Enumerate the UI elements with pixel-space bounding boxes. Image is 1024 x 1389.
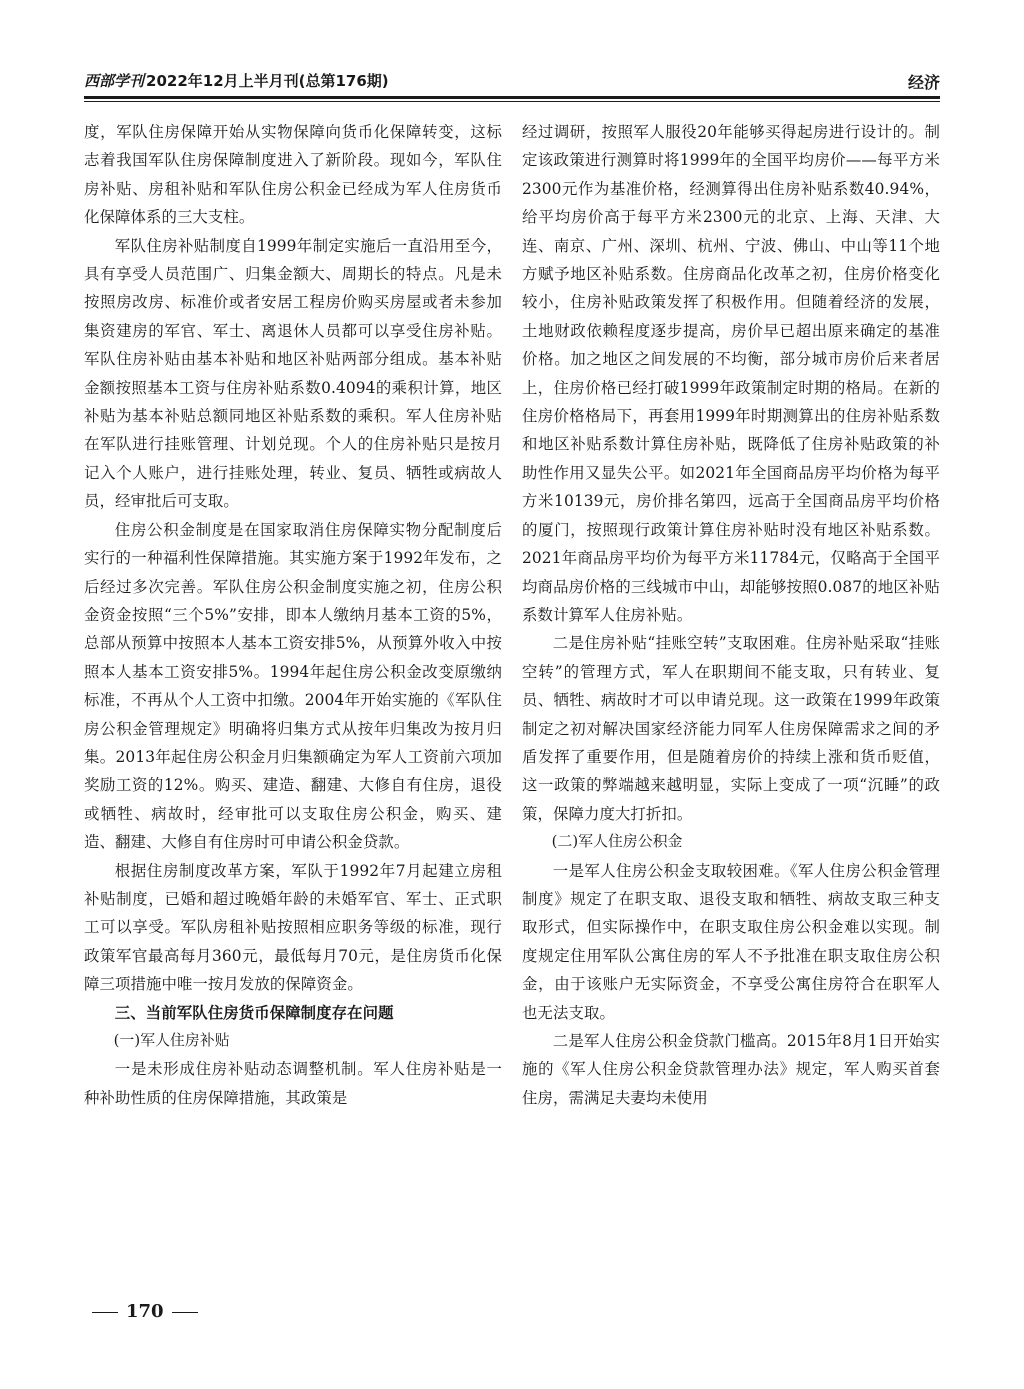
subsection-heading: (二)军人住房公积金 [551,833,683,851]
paragraph: 度，军队住房保障开始从实物保障向货币化保障转变，这标志着我国军队住房保障制度进入了新阶段。现如今，军队住房补贴、房租补贴和军队住房公积金已经成为军人住房货币化保障体系的三大支柱。 [84,123,502,227]
paragraph: 二是住房补贴“挂账空转”支取困难。住房补贴采取“挂账空转”的管理方式，军人在职期间不能支取，只有转业、复员、牺牲、病故时才可以申请兑现。这一政策在1999年政策制定之初对解决国家经济能力同军人住房保障需求之间的矛盾发挥了重要作用，但是随着房价的持续上涨和货币贬值，这一政策的弊端越来越明显，实际上变成了一项“沉睡”的政策，保障力度大打折扣。 [522,634,940,823]
left-column [84,118,502,1112]
paragraph: 根据住房制度改革方案，军队于1992年7月起建立房租补贴制度，已婚和超过晚婚年龄的未婚军官、军士、正式职工可以享受。军队房租补贴按照相应职务等级的标准，现行政策军官最高每月360元，最低每月70元，是住房货币化保障三项措施中唯一按月发放的保障资金。 [84,861,502,994]
section-heading: 三、当前军队住房货币保障制度存在问题 [114,1003,394,1022]
right-column [522,118,940,1112]
issue-label: 2022年12月上半月刊(总第176期) [146,72,389,90]
page-number: 170 [126,1301,164,1322]
footer-dash-left [92,1312,118,1313]
journal-info [84,70,389,91]
section-label: 经济 [907,73,940,92]
paragraph: 经过调研，按照军人服役20年能够买得起房进行设计的。制定该政策进行测算时将1999年的全国平均房价——每平方米2300元作为基准价格，经测算得出住房补贴系数40.94%，给平均房价高于每平方米2300元的北京、上海、天津、大连、南京、广州、深圳、杭州、宁波、佛山、中山等11个地方赋予地区补贴系数。住房商品化改革之初，住房价格变化较小，住房补贴政策发挥了积极作用。但随着经济的发展，土地财政依赖程度逐步提高，房价早已超出原来确定的基准价格。加之地区之间发展的不均衡，部分城市房价后来者居上，住房价格已经打破1999年政策制定时期的格局。在新的住房价格格局下，再套用1999年时期测算出的住房补贴系数和地区补贴系数计算住房补贴，既降低了住房补贴政策的补助性作用又显失公平。如2021年全国商品房平均价格为每平方米10139元，房价排名第四，远高于全国商品房平均价格的厦门，按照现行政策计算住房补贴时没有地区补贴系数。2021年商品房平均价为每平方米11784元，仅略高于全国平均商品房价格的三线城市中山，却能够按照0.087的地区补贴系数计算军人住房补贴。 [522,123,940,624]
page-footer [84,1301,206,1322]
running-header [84,64,940,94]
header-rule-thin [84,101,940,102]
paragraph: 军队住房补贴制度自1999年制定实施后一直沿用至今，具有享受人员范围广、归集金额大、周期长的特点。凡是未按照房改房、标准价或者安居工程房价购买房屋或者未参加集资建房的军官、军士、离退休人员都可以享受住房补贴。军队住房补贴由基本补贴和地区补贴两部分组成。基本补贴金额按照基本工资与住房补贴系数0.4094的乘积计算，地区补贴为基本补贴总额同地区补贴系数的乘积。军人住房补贴在军队进行挂账管理、计划兑现。个人的住房补贴只是按月记入个人账户，进行挂账处理，转业、复员、牺牲或病故人员，经审批后可支取。 [84,236,502,511]
paragraph: 住房公积金制度是在国家取消住房保障实物分配制度后实行的一种福利性保障措施。其实施方案于1992年发布，之后经过多次完善。军队住房公积金制度实施之初，住房公积金资金按照“三个5%”安排，即本人缴纳月基本工资的5%，总部从预算中按照本人基本工资安排5%，从预算外收入中按照本人基本工资安排5%。1994年起住房公积金改变原缴纳标准，不再从个人工资中扣缴。2004年开始实施的《军队住房公积金管理规定》明确将归集方式从按年归集改为按月归集。2013年起住房公积金月归集额确定为军人工资前六项加奖励工资的12%。购买、建造、翻建、大修自有住房，退役或牺牲、病故时，经审批可以支取住房公积金，购买、建造、翻建、大修自有住房时可申请公积金贷款。 [84,520,502,852]
paragraph: 二是军人住房公积金贷款门槛高。2015年8月1日开始实施的《军人住房公积金贷款管理办法》规定，军人购买首套住房，需满足夫妻均未使用 [522,1032,940,1107]
header-rule-thick [84,96,940,99]
footer-dash-right [172,1312,198,1313]
journal-title: 西部学刊 [84,72,145,90]
subsection-heading: (一)军人住房补贴 [113,1032,230,1049]
paragraph: 一是未形成住房补贴动态调整机制。军人住房补贴是一种补助性质的住房保障措施，其政策是 [84,1060,502,1107]
paragraph: 一是军人住房公积金支取较困难。《军人住房公积金管理制度》规定了在职支取、退役支取和牺牲、病故支取三种支取形式，但实际操作中，在职支取住房公积金难以实现。制度规定住用军队公寓住房的军人不予批准在职支取住房公积金，由于该账户无实际资金，不享受公寓住房符合在职军人也无法支取。 [522,861,940,1022]
